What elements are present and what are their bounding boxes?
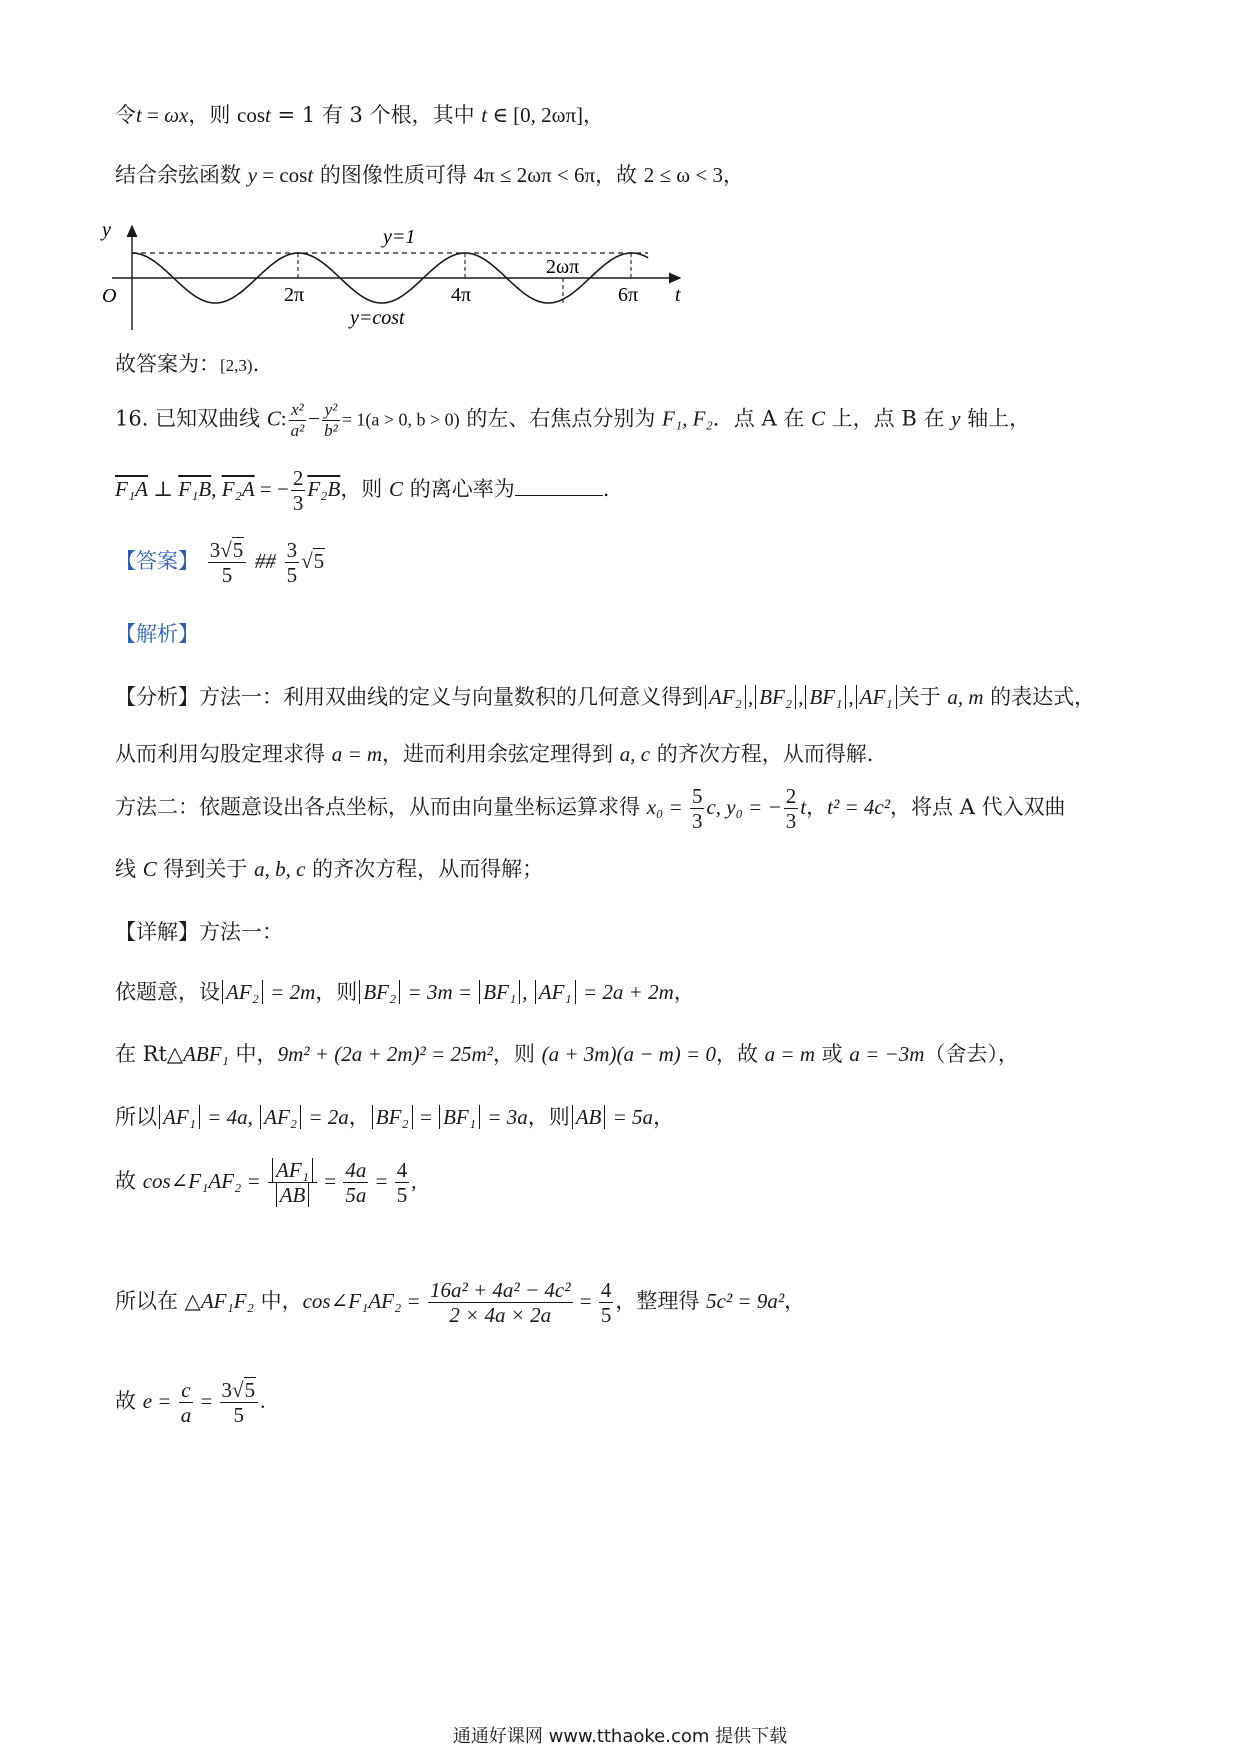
text: 结合余弦函数 <box>115 163 248 187</box>
abs-value: AF₁ <box>159 1105 200 1129</box>
section-tag: 【详解】 <box>115 920 199 944</box>
denominator: 3 <box>785 809 797 834</box>
text: 的左、右焦点分别为 <box>459 406 662 431</box>
y-axis-label: y <box>102 219 111 241</box>
math: 4π ≤ 2ωπ < 6π <box>473 163 596 187</box>
step-6 <box>115 1378 265 1427</box>
math: C <box>266 406 281 431</box>
answer-blank <box>515 475 603 496</box>
abs-value: AF₁ <box>856 685 897 709</box>
math: a = m <box>331 742 383 766</box>
vector: F₁A <box>115 477 148 502</box>
fraction <box>322 400 340 440</box>
text: 中， <box>253 1289 303 1314</box>
denominator: 5 <box>221 563 233 588</box>
numerator: 3 <box>286 538 298 562</box>
numerator: 4 <box>600 1278 612 1302</box>
step-4 <box>115 1158 416 1207</box>
abs-value: AF₂ <box>222 980 263 1004</box>
text: 故答案为： <box>115 352 220 376</box>
sqrt: √5 <box>220 538 244 562</box>
denominator: 5a <box>345 1183 367 1208</box>
radicand: 5 <box>232 538 244 562</box>
text: = 1 有 3 个根，其中 <box>270 103 482 127</box>
math: cos∠F₁AF₂ = <box>142 1169 267 1194</box>
math: : <box>280 406 287 431</box>
denominator: AB <box>276 1183 310 1207</box>
analysis-line-1: 【分析】方法一：利用双曲线的定义与向量数积的几何意义得到 AF₂ , BF₂ , BF₁ , AF₁ 关于 a, m 的表达式， <box>115 685 1096 709</box>
t-axis-label: t <box>675 284 681 306</box>
math: t <box>481 103 488 127</box>
math: = <box>319 1169 342 1194</box>
abs-value: AF₂ <box>260 1105 301 1129</box>
fraction <box>289 400 307 440</box>
step-3 <box>115 1105 674 1130</box>
math: y <box>247 163 258 187</box>
vector: F₂B <box>307 477 341 502</box>
math: t <box>265 103 271 127</box>
denominator: 2 × 4a × 2a <box>449 1303 552 1328</box>
math: 2 ≤ ω < 3 <box>643 163 723 187</box>
text: . <box>252 352 260 376</box>
numerator: 4 <box>396 1158 408 1182</box>
denominator: 3 <box>691 809 703 834</box>
math: C <box>142 857 157 881</box>
abs-value: BF₁ <box>439 1105 480 1129</box>
math: , <box>411 1169 417 1194</box>
text: 方法二：依题意设出各点坐标，从而由向量坐标运算求得 <box>115 795 647 820</box>
math: a = −3m <box>849 1042 925 1066</box>
text: ，则 <box>527 1105 570 1129</box>
math: = <box>195 1389 218 1414</box>
fraction <box>395 1158 410 1207</box>
text: 得到关于 <box>156 857 255 881</box>
radicand: 5 <box>244 1378 256 1402</box>
tick-label-4pi: 4π <box>451 284 472 306</box>
math: = 2a <box>303 1105 349 1129</box>
numerator: AF₁ <box>272 1158 313 1182</box>
separator: ## <box>254 549 276 574</box>
step-2 <box>115 1042 1019 1067</box>
vector: F₁B <box>178 477 212 502</box>
fraction <box>179 1378 194 1427</box>
text: ，故 <box>595 163 644 187</box>
text: 的图像性质可得 <box>313 163 474 187</box>
text: ，将点 A 代入双曲 <box>890 795 1066 820</box>
abs-value: BF₁ <box>479 980 520 1004</box>
math: 5c² = 9a² <box>706 1289 785 1314</box>
origin-label: O <box>102 285 117 307</box>
fraction <box>291 466 306 515</box>
text: 线 <box>115 857 143 881</box>
math: x₀ = <box>646 795 688 820</box>
math: e = <box>142 1389 177 1414</box>
numerator: 16a² + 4a² − 4c² <box>429 1278 571 1302</box>
math: − <box>308 406 321 431</box>
text: 方法一： <box>199 920 283 944</box>
math: ωx <box>164 103 189 127</box>
answer-16 <box>115 538 325 587</box>
text: 令 <box>115 103 136 127</box>
abs-value: BF₂ <box>755 685 796 709</box>
abs-value: BF₁ <box>805 685 846 709</box>
math: = 2a + 2m <box>577 980 674 1004</box>
text: ，故 <box>715 1042 765 1066</box>
math: AF₁F₂ <box>200 1289 254 1314</box>
math: = 3m = <box>402 980 478 1004</box>
math: = <box>370 1169 393 1194</box>
tick-label-2pi: 2π <box>284 284 305 306</box>
text: 的离心率为 <box>403 477 515 502</box>
math: ABF₁ <box>183 1042 229 1066</box>
numerator: 2 <box>292 466 304 490</box>
text: 故 <box>115 1389 143 1414</box>
text: 中， <box>228 1042 278 1066</box>
denominator: 5 <box>600 1303 612 1328</box>
fraction <box>599 1278 614 1327</box>
question-number: 16. <box>115 406 149 431</box>
math: cos∠F₁AF₂ = <box>302 1289 426 1314</box>
math: = 4a, <box>201 1105 259 1129</box>
page-footer: 通通好课网 www.tthaoke.com 提供下载 <box>452 1726 788 1747</box>
denominator: a² <box>290 420 305 440</box>
abs-value: BF₂ <box>372 1105 413 1129</box>
math: t <box>307 163 314 187</box>
numerator: y² <box>322 400 340 421</box>
text: ， <box>784 1289 806 1314</box>
vector: F₂A <box>221 477 255 502</box>
step-1 <box>115 980 695 1005</box>
denominator: 3 <box>292 491 304 516</box>
label-2omegapi: 2ωπ <box>546 256 580 278</box>
math: y <box>951 406 961 431</box>
math: = 2m <box>264 980 316 1004</box>
text: 上，点 B 在 <box>824 406 952 431</box>
math: C <box>389 477 404 502</box>
fraction <box>690 784 705 833</box>
fraction <box>285 538 300 587</box>
label-y-equals-1: y=1 <box>383 226 416 248</box>
math: = <box>141 103 165 127</box>
sqrt: √5 <box>232 1378 256 1402</box>
numerator: x² <box>289 400 307 421</box>
text: ，则 <box>315 980 358 1004</box>
cosine-graph <box>102 218 688 333</box>
text: ，整理得 <box>615 1289 707 1314</box>
numerator: 3 <box>209 538 221 562</box>
text: 从而利用勾股定理求得 <box>115 742 332 766</box>
math: cos <box>237 103 266 127</box>
text-line-2 <box>115 163 744 188</box>
math: . <box>260 1389 266 1414</box>
fraction <box>268 1158 317 1207</box>
numerator: 4a <box>345 1158 367 1182</box>
analysis-tag: 【解析】 <box>115 622 199 646</box>
step-5 <box>115 1278 805 1327</box>
text: ，进而利用余弦定理得到 <box>382 742 620 766</box>
abs-value: AF₁ <box>535 980 576 1004</box>
math: a, c <box>619 742 651 766</box>
abs-value: AB <box>572 1105 606 1129</box>
math: F₁, F₂ <box>662 406 713 431</box>
math: = <box>414 1105 438 1129</box>
text: ， <box>348 1105 370 1129</box>
question-16-line-1 <box>115 400 1030 440</box>
math: = 5a <box>607 1105 654 1129</box>
text: 的齐次方程，从而得解； <box>305 857 544 881</box>
text: 故 <box>115 1169 143 1194</box>
denominator: 5 <box>396 1183 408 1208</box>
answer-tag: 【答案】 <box>115 549 199 574</box>
section-tag: 【分析】 <box>115 685 199 709</box>
text: 的表达式， <box>983 685 1096 709</box>
sqrt: √5 <box>301 549 325 574</box>
radicand: 5 <box>313 549 325 574</box>
text: 关于 <box>898 685 948 709</box>
text: 所以 <box>115 1105 157 1129</box>
text: ，则 <box>492 1042 542 1066</box>
numerator: 5 <box>691 784 703 808</box>
math: a, b, c <box>254 857 306 881</box>
math: 9m² + (2a + 2m)² = 25m² <box>277 1042 493 1066</box>
fraction <box>343 1158 368 1207</box>
math: ∈ [0, 2ωπ]， <box>487 103 605 127</box>
fraction <box>208 538 247 587</box>
math: , <box>211 477 222 502</box>
math: t² = 4c² <box>827 795 891 820</box>
text: 依题意，设 <box>115 980 220 1004</box>
fraction <box>220 1378 259 1427</box>
text-line-1 <box>115 103 604 128</box>
abs-value: AF₂ <box>705 685 746 709</box>
math: , <box>522 980 533 1004</box>
abs-value: BF₂ <box>359 980 400 1004</box>
text: 的齐次方程，从而得解. <box>650 742 874 766</box>
numerator: 2 <box>785 784 797 808</box>
text: ， <box>806 795 828 820</box>
denominator: b² <box>324 420 338 440</box>
text: ．点 A 在 <box>712 406 811 431</box>
label-curve: y=cost <box>350 307 405 329</box>
fraction <box>784 784 799 833</box>
text: 在 Rt△ <box>115 1042 184 1066</box>
fraction <box>428 1278 573 1327</box>
text: ，则 <box>340 477 389 502</box>
math: t <box>136 103 142 127</box>
text: 轴上， <box>960 406 1031 431</box>
text: 已知双曲线 <box>155 406 267 431</box>
numerator: 3 <box>221 1378 233 1402</box>
numerator: c <box>179 1378 194 1403</box>
math: ⊥ <box>147 477 179 502</box>
text: 所以在 △ <box>115 1289 201 1314</box>
text: 或 <box>815 1042 850 1066</box>
math: = cos <box>257 163 308 187</box>
math: a, m <box>947 685 984 709</box>
answer-15 <box>115 352 259 377</box>
tick-label-6pi: 6π <box>618 284 639 306</box>
math: (a + 3m)(a − m) = 0 <box>541 1042 716 1066</box>
math: c, y₀ = − <box>706 795 782 820</box>
text: ， <box>653 1105 675 1129</box>
math: t <box>800 795 807 820</box>
denominator: 5 <box>286 563 298 588</box>
math: C <box>810 406 825 431</box>
math: a = m <box>764 1042 815 1066</box>
analysis-line-4 <box>115 857 543 882</box>
denominator: 5 <box>233 1403 245 1428</box>
text: . <box>602 477 610 502</box>
text: ， <box>673 980 695 1004</box>
question-16-line-2 <box>115 466 609 515</box>
text: （舍去）， <box>924 1042 1019 1066</box>
math: [2,3) <box>220 356 253 375</box>
analysis-line-3 <box>115 784 1066 833</box>
detail-heading <box>115 920 283 945</box>
math: = 3a <box>482 1105 528 1129</box>
math: = 1(a > 0, b > 0) <box>341 409 460 430</box>
math: = − <box>254 477 289 502</box>
text: ，则 <box>188 103 238 127</box>
analysis-line-2 <box>115 742 873 767</box>
math: = <box>574 1289 597 1314</box>
text: ， <box>722 163 744 187</box>
denominator: a <box>180 1403 192 1428</box>
text: 方法一：利用双曲线的定义与向量数积的几何意义得到 <box>199 685 703 709</box>
